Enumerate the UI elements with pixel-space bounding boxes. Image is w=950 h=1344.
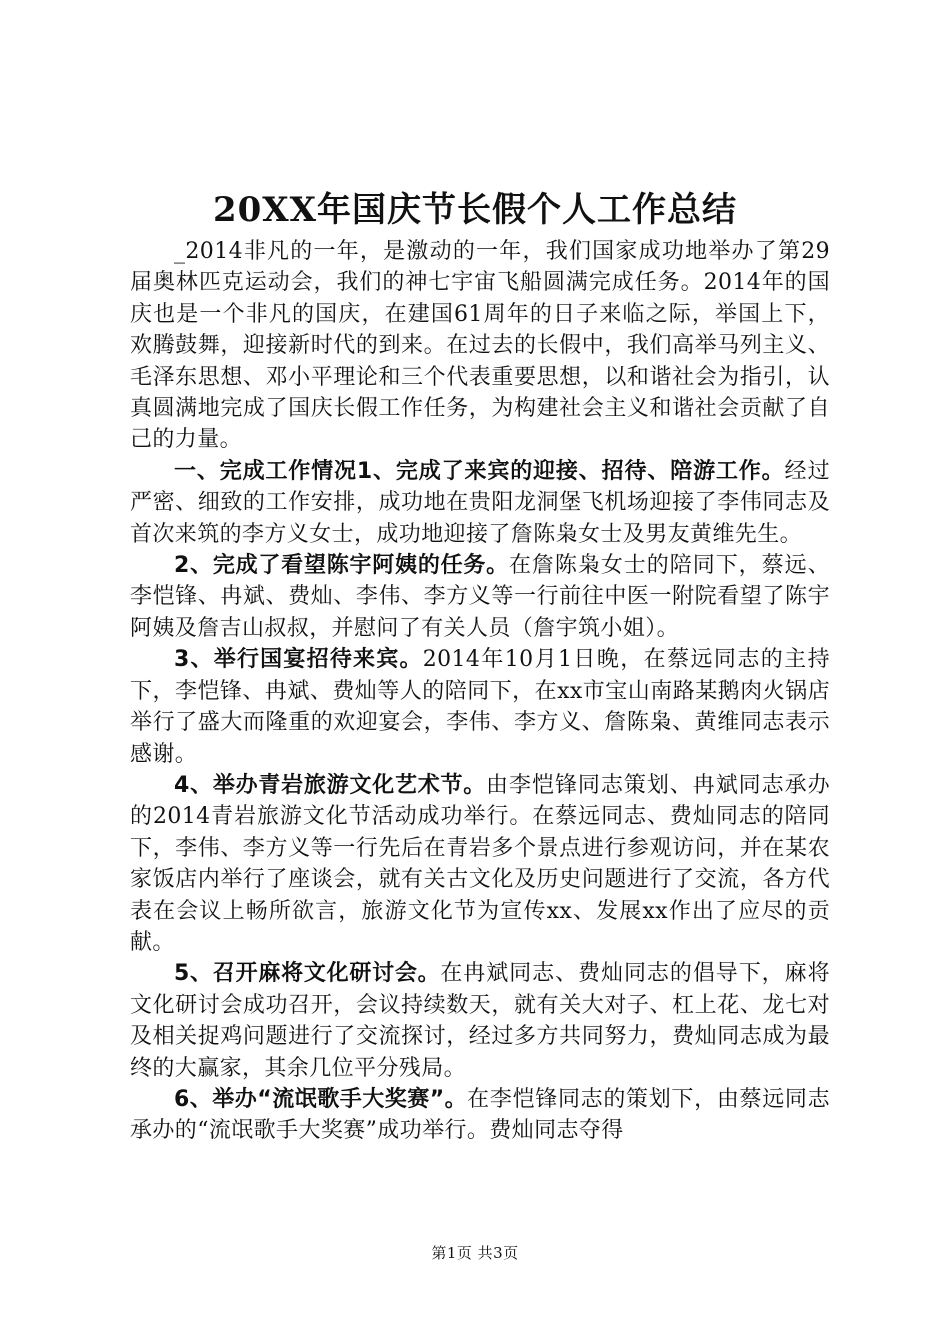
paragraph-heading: 2、完成了看望陈宇阿姨的任务。	[174, 553, 509, 579]
paragraph-text: 由李恺锋同志策划、冉斌同志承办的2014青岩旅游文化节活动成功举行。在蔡远同志、费灿同志的陪同下，李伟、李方义等一行先后在青岩多个景点进行参观访问，并在某农家饭店内举行了座谈会，就有关古文化及历史问题进行了交流，各方代表在会议上畅所欲言，旅游文化节为宣传xx、发展xx作出了应尽的贡献。	[130, 772, 830, 955]
paragraph-section-3	[130, 644, 830, 770]
page-number-footer: 第1页 共3页	[431, 1244, 519, 1262]
paragraph-text: 2014年10月1日晚，在蔡远同志的主持下，李恺锋、冉斌、费灿等人的陪同下，在xx市宝山南路某鹅肉火锅店举行了盛大而隆重的欢迎宴会，李伟、李方义、詹陈枭、黄维同志表示感谢。	[130, 647, 831, 767]
paragraph-text: 在詹陈枭女士的陪同下，蔡远、李恺锋、冉斌、费灿、李伟、李方义等一行前往中医一附院看望了陈宇阿姨及詹吉山叔叔，并慰问了有关人员（詹宇筑小姐）。	[130, 553, 831, 641]
paragraph-section-2	[130, 550, 830, 644]
paragraph-section-4	[130, 770, 830, 958]
paragraph-heading: 3、举行国宴招待来宾。	[174, 647, 423, 673]
paragraph-text: 在冉斌同志、费灿同志的倡导下，麻将文化研讨会成功召开，会议持续数天，就有关大对子、杠上花、龙七对及相关捉鸡问题进行了交流探讨，经过多方共同努力，费灿同志成为最终的大赢家，其余几位平分残局。	[130, 961, 830, 1081]
paragraph-heading: 5、召开麻将文化研讨会。	[174, 961, 441, 987]
document-body	[130, 236, 830, 1147]
paragraph-text: 在李恺锋同志的策划下，由蔡远同志承办的“流氓歌手大奖赛”成功举行。费灿同志夺得	[130, 1086, 831, 1144]
paragraph-intro	[130, 236, 830, 456]
paragraph-heading: 6、举办“流氓歌手大奖赛”。	[174, 1086, 468, 1112]
paragraph-text: 经过严密、细致的工作安排，成功地在贵阳龙洞堡飞机场迎接了李伟同志及首次来筑的李方义女士，成功地迎接了詹陈枭女士及男友黄维先生。	[130, 458, 830, 547]
paragraph-section-6	[130, 1084, 830, 1147]
paragraph-heading: 4、举办青岩旅游文化艺术节。	[174, 772, 487, 798]
paragraph-section-1	[130, 456, 830, 550]
paragraph-text: _2014非凡的一年，是激动的一年，我们国家成功地举办了第29届奥林匹克运动会，我们的神七宇宙飞船圆满完成任务。2014年的国庆也是一个非凡的国庆，在建国61周年的日子来临之际，举国上下，欢腾鼓舞，迎接新时代的到来。在过去的长假中，我们高举马列主义、毛泽东思想、邓小平理论和三个代表重要思想，以和谐社会为指引，认真圆满地完成了国庆长假工作任务，为构建社会主义和谐社会贡献了自己的力量。	[130, 239, 830, 453]
paragraph-section-5	[130, 958, 830, 1084]
document-title: 20XX年国庆节长假个人工作总结	[212, 190, 738, 230]
paragraph-heading: 一、完成工作情况1、完成了来宾的迎接、招待、陪游工作。	[174, 458, 785, 484]
